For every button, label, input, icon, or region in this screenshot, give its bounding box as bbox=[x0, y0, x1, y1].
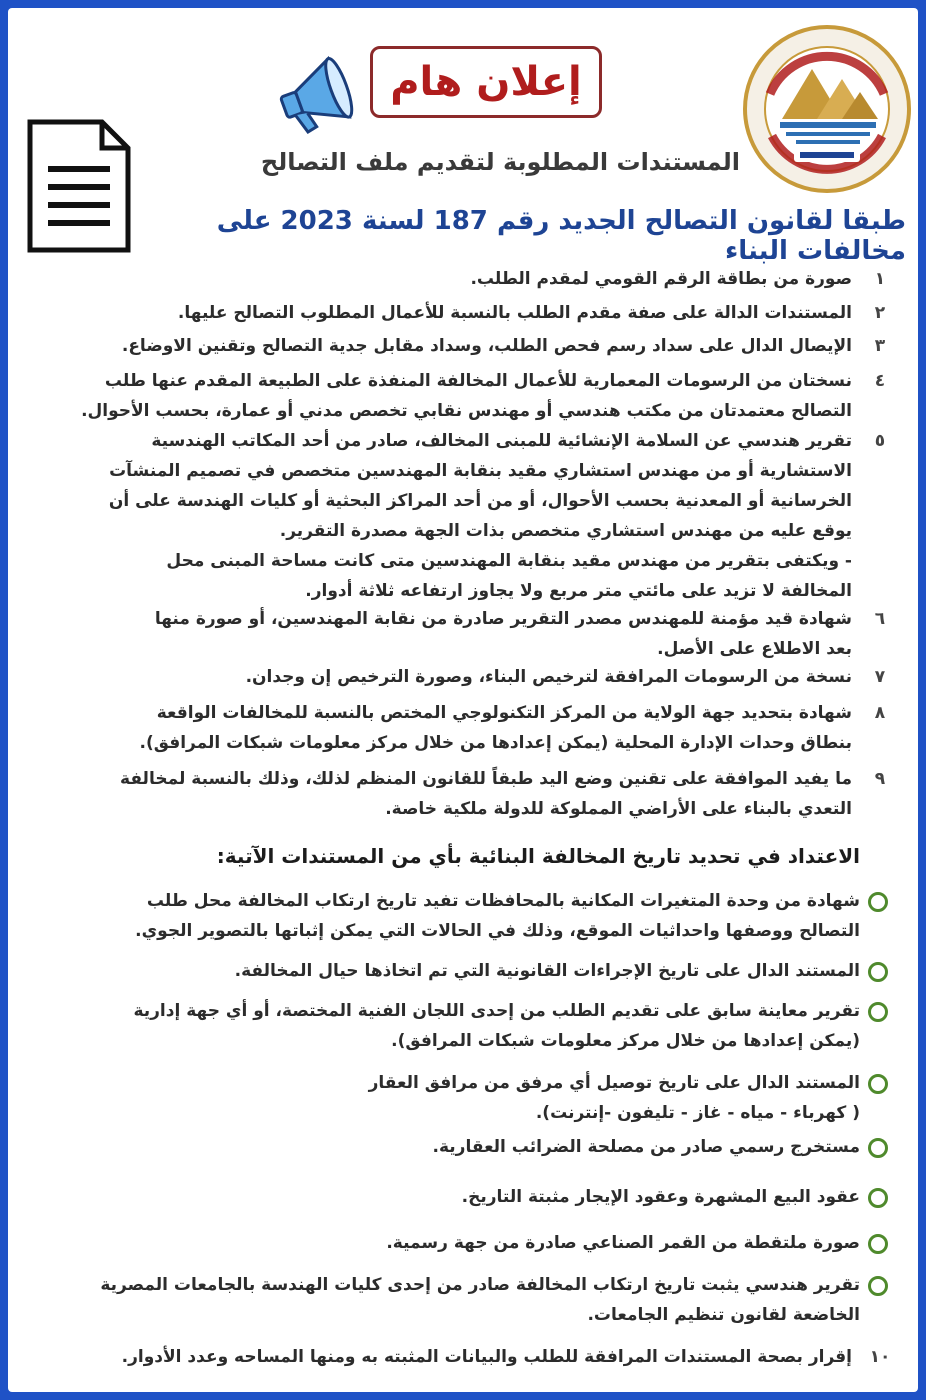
evidence-item: تقرير معاينة سابق على تقديم الطلب من إحدى اللجان الفنية المختصة، أو أي جهة إدارية (يمكن إعدادها من خلال مركز معلومات شبكات المرافق). bbox=[30, 996, 860, 1056]
circle-bullet-icon bbox=[868, 892, 888, 912]
list-item: ٣ الإيصال الدال على سداد رسم فحص الطلب، وسداد مقابل جدية التصالح وتقنين الاوضاع. bbox=[121, 336, 886, 356]
circle-bullet-icon bbox=[868, 1234, 888, 1254]
badge-label: إعلان هام bbox=[390, 59, 582, 105]
evidence-item: المستند الدال على تاريخ توصيل أي مرفق من مرافق العقار ( كهرباء - مياه - غاز - تليفون -إنترنت). bbox=[30, 1068, 860, 1128]
circle-bullet-icon bbox=[868, 1002, 888, 1022]
circle-bullet-icon bbox=[868, 1138, 888, 1158]
announcement-page bbox=[8, 8, 918, 1392]
evidence-item: المستند الدال على تاريخ الإجراءات القانونية التي تم اتخاذها حيال المخالفة. bbox=[30, 956, 860, 986]
circle-bullet-icon bbox=[868, 1074, 888, 1094]
circle-bullet-icon bbox=[868, 1188, 888, 1208]
evidence-item: مستخرج رسمي صادر من مصلحة الضرائب العقارية. bbox=[30, 1132, 860, 1162]
violation-date-evidence-heading: الاعتداد في تحديد تاريخ المخالفة البنائية بأي من المستندات الآتية: bbox=[216, 844, 860, 868]
giza-governorate-seal-icon bbox=[742, 24, 912, 194]
list-item: ١ صورة من بطاقة الرقم القومي لمقدم الطلب. bbox=[470, 269, 886, 289]
document-icon bbox=[24, 118, 134, 254]
evidence-item: عقود البيع المشهرة وعقود الإيجار مثبتة التاريخ. bbox=[30, 1182, 860, 1212]
documents-required-heading: المستندات المطلوبة لتقديم ملف التصالح bbox=[260, 148, 740, 176]
list-item: ٢ المستندات الدالة على صفة مقدم الطلب بالنسبة للأعمال المطلوب التصالح عليها. bbox=[177, 303, 886, 323]
important-announcement-badge bbox=[370, 46, 602, 118]
list-item: ٦ شهادة قيد مؤمنة للمهندس مصدر التقرير صادرة من نقابة المهندسين، أو صورة منها بعد الاطلاع على الأصل. bbox=[154, 609, 886, 659]
list-item: ٩ ما يفيد الموافقة على تقنين وضع اليد طبقاً للقانون المنظم لذلك، وذلك بالنسبة لمخالفة التعدي بالبناء على الأراضي المملوكة للدولة ملكية خاصة. bbox=[120, 769, 886, 819]
list-item: ٥ تقرير هندسي عن السلامة الإنشائية للمبنى المخالف، صادر من أحد المكاتب الهندسية الاستشارية أو من مهندس استشاري مقيد بنقابة المهندسين متخصص في تصميم المنشآت الخرسانية أو المعدنية بحسب الأحوال، أو من أحد المراكز البحثية أو كليات الهندسة على أن يوقع عليه من مهندس استشاري متخصص بذات الجهة مصدرة التقرير. - ويكتفى بتقرير من مهندس مقيد بنقابة المهندسين متى كانت مساحة المبنى محل المخالفة لا تزيد على مائتي متر مربع ولا يجاوز ارتفاعه ثلاثة أدوار. bbox=[108, 431, 886, 601]
list-item: ١٠ إقرار بصحة المستندات المرافقة للطلب والبيانات المثبته به ومنها المساحه وعدد الأدوار. bbox=[121, 1347, 891, 1367]
list-item: ٧ نسخة من الرسومات المرافقة لترخيص البناء، وصورة الترخيص إن وجدان. bbox=[245, 667, 886, 687]
circle-bullet-icon bbox=[868, 1276, 888, 1296]
list-item: ٨ شهادة بتحديد جهة الولاية من المركز التكنولوجي المختص بالنسبة للمخالفات الواقعة بنطاق وحدات الإدارة المحلية (يمكن إعدادها من خلال مركز معلومات شبكات المرافق). bbox=[139, 703, 886, 753]
circle-bullet-icon bbox=[868, 962, 888, 982]
megaphone-icon bbox=[276, 56, 362, 134]
list-item: ٤ نسختان من الرسومات المعمارية للأعمال المخالفة المنفذة على الطبيعة المقدم عنها طلب التصالح معتمدتان من مكتب هندسي أو مهندس نقابي تخصص مدني أو عمارة، بحسب الأحوال. bbox=[81, 371, 886, 421]
law-reference-heading: طبقا لقانون التصالح الجديد رقم 187 لسنة 2023 على مخالفات البناء bbox=[216, 206, 906, 266]
evidence-item: صورة ملتقطة من القمر الصناعي صادرة من جهة رسمية. bbox=[30, 1228, 860, 1258]
evidence-item: شهادة من وحدة المتغيرات المكانية بالمحافظات تفيد تاريخ ارتكاب المخالفة محل طلب التصالح ووصفها واحداثيات الموقع، وذلك في الحالات التي يمكن إثباتها بالتصوير الجوي. bbox=[30, 886, 860, 946]
evidence-item: تقرير هندسي يثبت تاريخ ارتكاب المخالفة صادر من إحدى كليات الهندسة بالجامعات المصرية الخاضعة لقانون تنظيم الجامعات. bbox=[30, 1270, 860, 1330]
